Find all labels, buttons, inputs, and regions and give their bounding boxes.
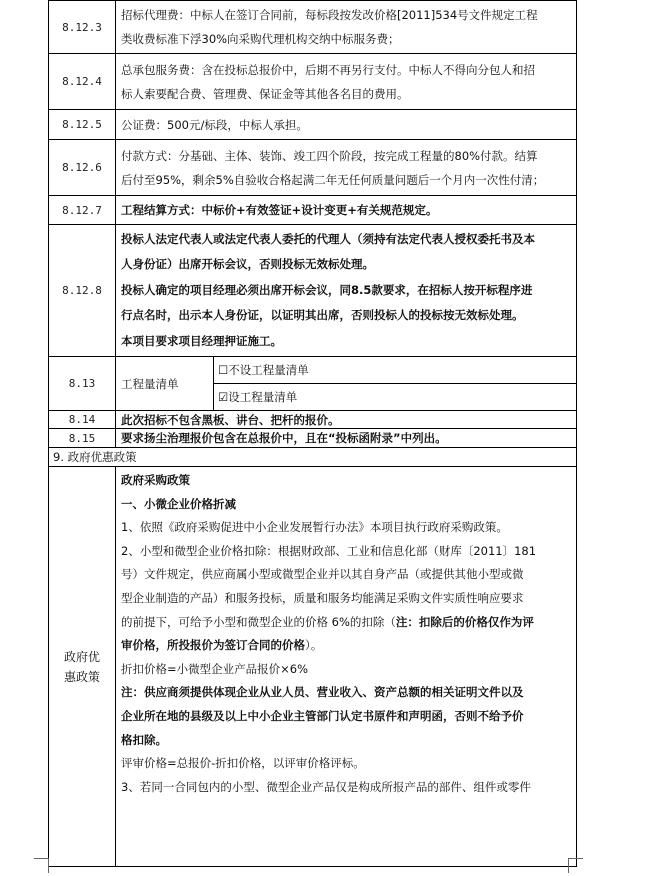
document-page xyxy=(48,0,576,867)
policy-label: 政府优 惠政策 xyxy=(49,467,116,867)
clause-text: 工程结算方式：中标价+有效签证+设计变更+有关规范规定。 xyxy=(116,196,577,225)
option-with-bill-checkbox[interactable]: ☑设工程量清单 xyxy=(214,383,576,410)
policy-title: 政府采购政策 xyxy=(121,473,190,488)
clause-number: 8.12.5 xyxy=(49,110,116,140)
section-header-row xyxy=(49,448,577,467)
clause-text: 投标人法定代表人或法定代表人委托的代理人（须持有法定代表人授权委托书及本 人身份证）出席开标会议，否则投标无效标处理。 投标人确定的项目经理必须出席开标会议，同8.5款要求，在招标人按开标程序进 行点名时，出示本人身份证，以证明其出席，否则投标人的投标按无效标处理。 本项目要求项目经理押证施工。 xyxy=(116,225,577,357)
clause-text: 公证费：500元/标段，中标人承担。 xyxy=(116,110,577,140)
table-row xyxy=(49,429,577,448)
table-row xyxy=(49,225,577,357)
clause-number: 8.14 xyxy=(49,411,116,429)
terms-table xyxy=(48,0,577,867)
policy-subtitle: 一、小微企业价格折减 xyxy=(121,496,236,511)
clause-number: 8.12.8 xyxy=(49,225,116,357)
clause-number: 8.12.7 xyxy=(49,196,116,225)
clause-text: 要求扬尘治理报价包含在总报价中，且在“投标函附录”中列出。 xyxy=(116,429,577,448)
table-row xyxy=(49,54,577,110)
clause-number: 8.12.3 xyxy=(49,1,116,54)
policy-paragraph: 审价格，所投报价为签订合同的价格）。 xyxy=(121,638,323,653)
table-row xyxy=(49,357,577,411)
clause-number: 8.12.4 xyxy=(49,54,116,110)
table-row xyxy=(49,467,577,867)
bill-of-quantities-cell xyxy=(116,357,577,411)
policy-paragraph: 1、依照《政府采购促进中小企业发展暂行办法》本项目执行政府采购政策。 xyxy=(121,520,508,535)
table-row xyxy=(49,196,577,225)
evaluation-formula: 评审价格=总报价-折扣价格，以评审价格评标。 xyxy=(121,756,365,771)
clause-text: 招标代理费：中标人在签订合同前，每标段按发改价格[2011]534号文件规定工程 类收费标准下浮30%向采购代理机构交纳中标服务费； xyxy=(116,1,577,54)
table-row xyxy=(49,411,577,429)
option-no-bill-checkbox[interactable]: ☐不设工程量清单 xyxy=(218,363,309,378)
clause-text: 总承包服务费：含在投标总报价中，后期不再另行支付。中标人不得向分包人和招 标人索要配合费、管理费、保证金等其他各名目的费用。 xyxy=(116,54,577,110)
policy-paragraph: 的前提下，可给予小型和微型企业的价格 6%的扣除（注：扣除后的价格仅作为评 xyxy=(121,614,534,629)
policy-content: 政府采购政策 一、小微企业价格折减 1、依照《政府采购促进中小企业发展暂行办法》本项目执行政府采购政策。 2、小型和微型企业价格扣除：根据财政部、工业和信息化部（财库〔2011〕181 号）文件规定，供应商属小型或微型企业并以其自身产品（或提供其他小型或微 型企业制造的产品）和服务投标，质量和服务均能满足采购文件实质性响应要求 的前提下，可给予小型和微型企业的价格 6%的扣除（注：扣除后的价格仅作为评 审价格，所投报价为签订合同的价格）。 折扣价格=小微型企业产品报价×6% 注：供应商须提供体现企业从业人员、营业收入、资产总额的相关证明文件以及 企业所在地的县级及以上中小企业主管部门认定书原件和声明函，否则不给予价 格扣除。 评审价格=总报价-折扣价格，以评审价格评标。 3、若同一合同包内的小型、微型企业产品仅是构成所报产品的部件、组件或零件 xyxy=(116,467,577,867)
clause-number: 8.12.6 xyxy=(49,140,116,196)
bill-label: 工程量清单 xyxy=(116,357,214,410)
clause-number: 8.13 xyxy=(49,357,116,411)
table-row xyxy=(49,110,577,140)
discount-formula: 折扣价格=小微型企业产品报价×6% xyxy=(121,661,309,676)
clause-number: 8.15 xyxy=(49,429,116,448)
clause-text: 付款方式：分基础、主体、装饰、竣工四个阶段，按完成工程量的80%付款。结算 后付至95%，剩余5%自验收合格起满二年无任何质量问题后一个月内一次性付清； xyxy=(116,140,577,196)
clause-text: 此次招标不包含黑板、讲台、把杆的报价。 xyxy=(116,411,577,429)
policy-paragraph: 3、若同一合同包内的小型、微型企业产品仅是构成所报产品的部件、组件或零件 xyxy=(121,779,531,794)
crop-mark-left xyxy=(34,858,49,873)
crop-mark-right xyxy=(568,858,583,873)
table-row xyxy=(49,140,577,196)
table-row xyxy=(49,1,577,54)
section-heading: 9. 政府优惠政策 xyxy=(49,448,577,467)
